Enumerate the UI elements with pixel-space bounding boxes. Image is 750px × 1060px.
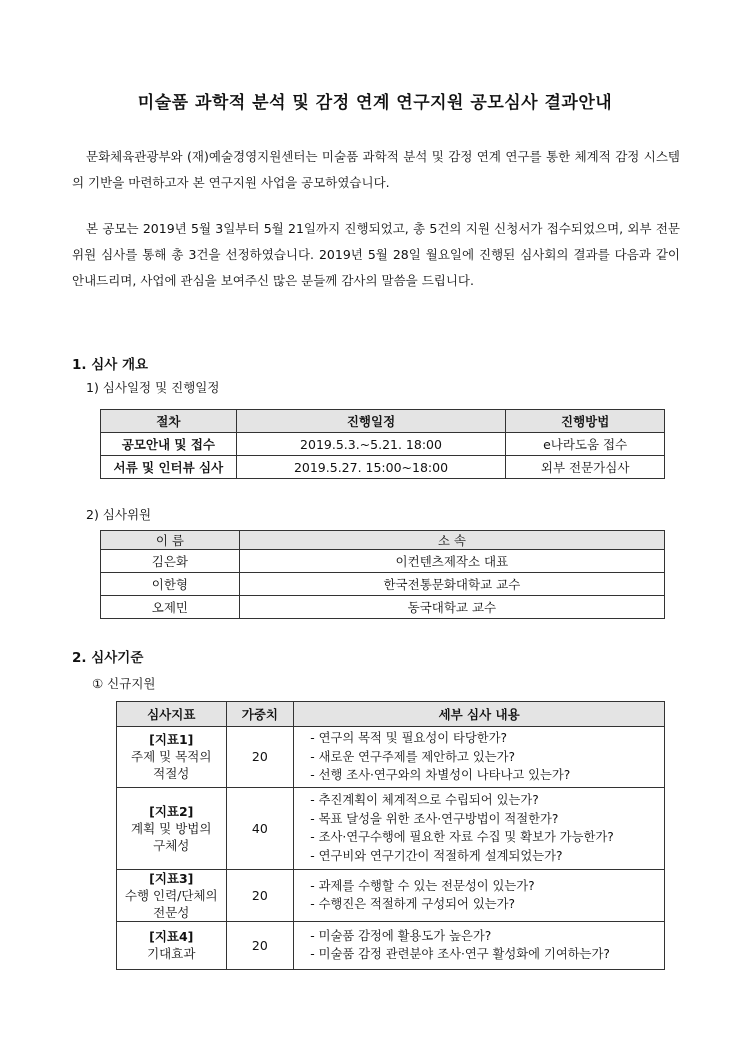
detail-item: - 목표 달성을 위한 조사·연구방법이 적절한가? bbox=[310, 811, 559, 826]
committee-table bbox=[100, 530, 665, 619]
detail-item: - 미술품 감정 관련분야 조사·연구 활성화에 기여하는가? bbox=[310, 947, 610, 961]
detail-item: - 조사·연구수행에 필요한 자료 수집 및 확보가 가능한가? bbox=[310, 830, 614, 844]
table-row bbox=[117, 787, 665, 869]
table-row bbox=[117, 921, 665, 969]
weight-cell: 20 bbox=[226, 869, 294, 921]
table-header: 진행방법 bbox=[506, 410, 665, 433]
details-cell bbox=[294, 787, 665, 869]
weight-cell: 20 bbox=[226, 727, 294, 788]
indicator-desc-line: 기대효과 bbox=[147, 946, 196, 961]
table-header: 소 속 bbox=[239, 531, 664, 550]
table-header: 이 름 bbox=[101, 531, 240, 550]
table-cell: 한국전통문화대학교 교수 bbox=[239, 573, 664, 596]
weight-cell: 20 bbox=[226, 921, 294, 969]
table-header-row bbox=[117, 702, 665, 727]
indicator-name: [지표4] bbox=[149, 929, 194, 944]
table-cell: 오제민 bbox=[101, 596, 240, 619]
weight-cell: 40 bbox=[226, 787, 294, 869]
detail-item: - 과제를 수행할 수 있는 전문성이 있는가? bbox=[310, 878, 535, 893]
intro-paragraph-1: 문화체육관광부와 (재)예술경영지원센터는 미술품 과학적 분석 및 감정 연계 연구를 통한 체계적 감정 시스템의 기반을 마련하고자 본 연구지원 사업을 공모하였습니다. bbox=[72, 149, 680, 190]
schedule-table bbox=[100, 409, 665, 479]
details-cell bbox=[294, 921, 665, 969]
indicator-cell bbox=[117, 727, 227, 788]
indicator-name: [지표3] bbox=[149, 870, 194, 886]
table-row bbox=[101, 433, 665, 456]
indicator-cell bbox=[117, 787, 227, 869]
table-row bbox=[101, 456, 665, 479]
indicator-desc-line: 적절성 bbox=[153, 766, 190, 782]
table-header: 세부 심사 내용 bbox=[294, 702, 665, 727]
indicator-desc-line: 주제 및 목적의 bbox=[131, 749, 212, 765]
details-cell bbox=[294, 869, 665, 921]
indicator-name: [지표1] bbox=[149, 732, 194, 748]
committee-label: 2) 심사위원 bbox=[86, 507, 152, 522]
table-header: 가중치 bbox=[226, 702, 294, 727]
details-cell bbox=[294, 727, 665, 788]
table-header-row bbox=[101, 531, 665, 550]
table-header: 절차 bbox=[101, 410, 237, 433]
indicator-cell bbox=[117, 869, 227, 921]
section-2-heading: 2. 심사기준 bbox=[72, 650, 144, 666]
section-1-heading: 1. 심사 개요 bbox=[72, 357, 149, 373]
detail-item: - 연구비와 연구기간이 적절하게 설계되었는가? bbox=[310, 848, 563, 863]
indicator-desc-line: 전문성 bbox=[153, 904, 190, 920]
table-cell: 이컨텐츠제작소 대표 bbox=[239, 550, 664, 573]
detail-item: - 선행 조사·연구와의 차별성이 나타나고 있는가? bbox=[310, 768, 571, 782]
table-cell: 서류 및 인터뷰 심사 bbox=[101, 456, 237, 479]
table-cell: 동국대학교 교수 bbox=[239, 596, 664, 619]
table-cell: 김은화 bbox=[101, 550, 240, 573]
schedule-label: 1) 심사일정 및 진행일정 bbox=[86, 380, 220, 395]
indicator-name: [지표2] bbox=[149, 803, 194, 819]
table-row bbox=[101, 596, 665, 619]
table-cell: 2019.5.3.~5.21. 18:00 bbox=[236, 433, 506, 456]
table-row bbox=[117, 727, 665, 788]
table-cell: 이한형 bbox=[101, 573, 240, 596]
indicator-desc-line: 구체성 bbox=[153, 837, 190, 853]
detail-item: - 연구의 목적 및 필요성이 타당한가? bbox=[310, 731, 508, 745]
criteria-sub-label: ① 신규지원 bbox=[92, 676, 156, 691]
table-cell: 2019.5.27. 15:00~18:00 bbox=[236, 456, 506, 479]
table-cell: e나라도움 접수 bbox=[506, 433, 665, 456]
table-header-row bbox=[101, 410, 665, 433]
document-title: 미술품 과학적 분석 및 감정 연계 연구지원 공모심사 결과안내 bbox=[137, 93, 613, 113]
table-header: 진행일정 bbox=[236, 410, 506, 433]
table-row bbox=[117, 869, 665, 921]
detail-item: - 새로운 연구주제를 제안하고 있는가? bbox=[310, 749, 516, 764]
indicator-cell bbox=[117, 921, 227, 969]
table-cell: 외부 전문가심사 bbox=[506, 456, 665, 479]
indicator-desc-line: 수행 인력/단체의 bbox=[124, 887, 218, 903]
detail-item: - 미술품 감정에 활용도가 높은가? bbox=[310, 928, 492, 943]
detail-item: - 추진계획이 체계적으로 수립되어 있는가? bbox=[310, 793, 539, 807]
criteria-table bbox=[116, 701, 665, 970]
table-header: 심사지표 bbox=[117, 702, 227, 727]
table-row bbox=[101, 573, 665, 596]
indicator-desc-line: 계획 및 방법의 bbox=[131, 820, 212, 836]
table-row bbox=[101, 550, 665, 573]
intro-paragraph-2: 본 공모는 2019년 5월 3일부터 5월 21일까지 진행되었고, 총 5건의 지원 신청서가 접수되었으며, 외부 전문위원 심사를 통해 총 3건을 선정하였습니다. 2019년 5월 28일 월요일에 진행된 심사회의 결과를 다음과 같이 안내드리며, 사업에 관심을 보여주신 많은 분들께 감사의 말씀을 드립니다. bbox=[72, 221, 680, 288]
table-cell: 공모안내 및 접수 bbox=[101, 433, 237, 456]
detail-item: - 수행진은 적절하게 구성되어 있는가? bbox=[310, 897, 516, 911]
